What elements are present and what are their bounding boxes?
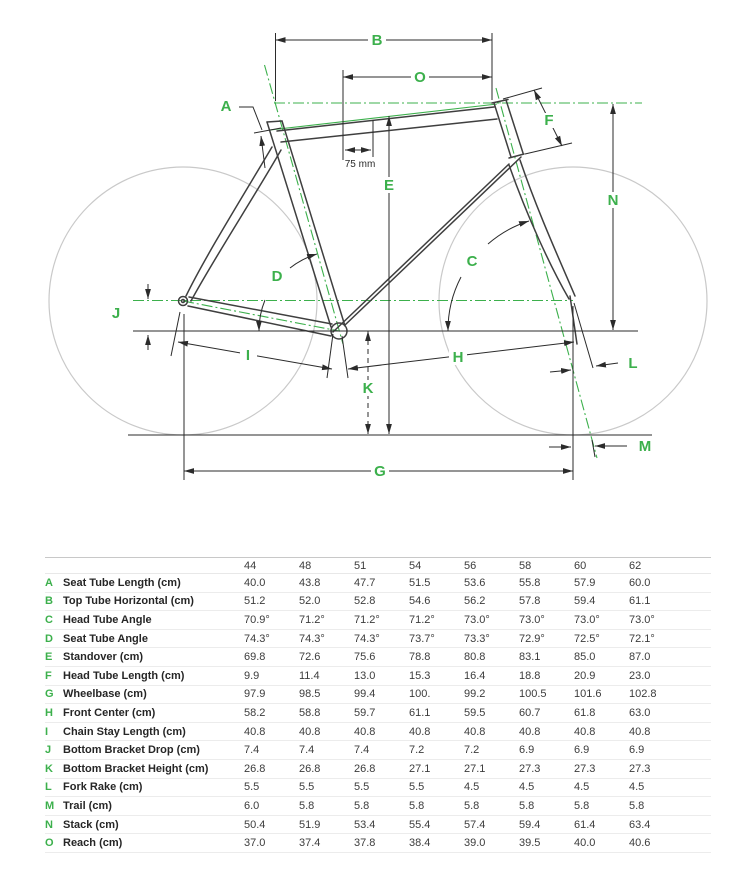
value-cell: 61.8 (574, 704, 629, 723)
value-cell: 59.4 (519, 815, 574, 834)
value-cell: 7.2 (409, 741, 464, 760)
label-A: A (220, 98, 232, 115)
value-cell: 71.2° (299, 611, 354, 630)
value-cell: 5.8 (354, 797, 409, 816)
label-K: K (362, 380, 374, 397)
value-cell: 40.8 (464, 722, 519, 741)
value-cell: 5.8 (629, 797, 711, 816)
label-L: L (628, 355, 638, 372)
value-cell: 80.8 (464, 648, 519, 667)
label-I: I (245, 347, 251, 364)
row-letter: K (45, 759, 63, 778)
label-M: M (638, 438, 652, 455)
row-label: Stack (cm) (63, 815, 244, 834)
value-cell: 72.1° (629, 629, 711, 648)
value-cell: 73.3° (464, 629, 519, 648)
corner-cell (45, 558, 244, 574)
table-row (45, 611, 711, 630)
value-cell: 11.4 (299, 666, 354, 685)
value-cell: 73.0° (464, 611, 519, 630)
value-cell: 5.8 (574, 797, 629, 816)
dim-D (259, 300, 265, 331)
value-cell: 7.2 (464, 741, 519, 760)
value-cell: 51.2 (244, 592, 299, 611)
value-cell: 51.5 (409, 574, 464, 593)
row-label: Trail (cm) (63, 797, 244, 816)
value-cell: 100.5 (519, 685, 574, 704)
value-cell: 40.6 (629, 834, 711, 853)
value-cell: 78.8 (409, 648, 464, 667)
value-cell: 59.5 (464, 704, 519, 723)
value-cell: 71.2° (409, 611, 464, 630)
row-letter: C (45, 611, 63, 630)
value-cell: 5.5 (244, 778, 299, 797)
construction-lines (133, 65, 642, 458)
value-cell: 99.2 (464, 685, 519, 704)
label-J: J (111, 305, 121, 322)
row-letter: I (45, 722, 63, 741)
value-cell: 5.5 (354, 778, 409, 797)
label-C: C (466, 253, 478, 270)
value-cell: 37.4 (299, 834, 354, 853)
row-label: Chain Stay Length (cm) (63, 722, 244, 741)
value-cell: 40.8 (354, 722, 409, 741)
value-cell: 4.5 (574, 778, 629, 797)
top-tube (277, 107, 494, 131)
label-D: D (271, 268, 283, 285)
value-cell: 56.2 (464, 592, 519, 611)
value-cell: 15.3 (409, 666, 464, 685)
row-letter: H (45, 704, 63, 723)
value-cell: 61.1 (409, 704, 464, 723)
value-cell: 9.9 (244, 666, 299, 685)
value-cell: 6.0 (244, 797, 299, 816)
value-cell: 63.0 (629, 704, 711, 723)
value-cell: 58.8 (299, 704, 354, 723)
value-cell: 87.0 (629, 648, 711, 667)
value-cell: 26.8 (354, 759, 409, 778)
value-cell: 27.3 (574, 759, 629, 778)
label-H: H (452, 349, 464, 366)
size-column-header: 60 (574, 558, 629, 574)
table-row (45, 834, 711, 853)
label-G: G (374, 463, 386, 480)
value-cell: 54.6 (409, 592, 464, 611)
value-cell: 37.8 (354, 834, 409, 853)
value-cell: 73.0° (519, 611, 574, 630)
label-F: F (544, 112, 554, 129)
row-letter: N (45, 815, 63, 834)
value-cell: 50.4 (244, 815, 299, 834)
value-cell: 6.9 (519, 741, 574, 760)
value-cell: 97.9 (244, 685, 299, 704)
value-cell: 7.4 (299, 741, 354, 760)
value-cell: 52.0 (299, 592, 354, 611)
down-tube (345, 157, 521, 325)
value-cell: 37.0 (244, 834, 299, 853)
row-label: Seat Tube Angle (63, 629, 244, 648)
value-cell: 53.4 (354, 815, 409, 834)
value-cell: 40.8 (244, 722, 299, 741)
geometry-table-body (45, 574, 711, 853)
value-cell: 83.1 (519, 648, 574, 667)
seat-tube (267, 122, 331, 327)
value-cell: 73.0° (574, 611, 629, 630)
value-cell: 70.9° (244, 611, 299, 630)
value-cell: 52.8 (354, 592, 409, 611)
row-letter: A (45, 574, 63, 593)
table-row (45, 592, 711, 611)
row-label: Bottom Bracket Height (cm) (63, 759, 244, 778)
value-cell: 85.0 (574, 648, 629, 667)
value-cell: 5.8 (409, 797, 464, 816)
row-label: Front Center (cm) (63, 704, 244, 723)
value-cell: 59.7 (354, 704, 409, 723)
row-label: Head Tube Angle (63, 611, 244, 630)
value-cell: 51.9 (299, 815, 354, 834)
row-label: Fork Rake (cm) (63, 778, 244, 797)
row-label: Head Tube Length (cm) (63, 666, 244, 685)
value-cell: 6.9 (629, 741, 711, 760)
value-cell: 72.9° (519, 629, 574, 648)
value-cell: 40.0 (574, 834, 629, 853)
value-cell: 53.6 (464, 574, 519, 593)
value-cell: 55.8 (519, 574, 574, 593)
value-cell: 27.1 (409, 759, 464, 778)
value-cell: 27.1 (464, 759, 519, 778)
value-cell: 74.3° (354, 629, 409, 648)
value-cell: 74.3° (244, 629, 299, 648)
value-cell: 40.8 (409, 722, 464, 741)
geometry-table (45, 557, 711, 853)
value-cell: 26.8 (244, 759, 299, 778)
value-cell: 6.9 (574, 741, 629, 760)
value-cell: 60.7 (519, 704, 574, 723)
row-label: Standover (cm) (63, 648, 244, 667)
row-label: Bottom Bracket Drop (cm) (63, 741, 244, 760)
value-cell: 73.0° (629, 611, 711, 630)
table-row (45, 648, 711, 667)
value-cell: 39.5 (519, 834, 574, 853)
value-cell: 40.8 (519, 722, 574, 741)
value-cell: 60.0 (629, 574, 711, 593)
value-cell: 99.4 (354, 685, 409, 704)
size-column-header: 54 (409, 558, 464, 574)
value-cell: 61.4 (574, 815, 629, 834)
row-letter: G (45, 685, 63, 704)
effective-top-tube-line (270, 104, 497, 130)
value-cell: 61.1 (629, 592, 711, 611)
value-cell: 57.8 (519, 592, 574, 611)
value-cell: 38.4 (409, 834, 464, 853)
table-row (45, 759, 711, 778)
size-column-header: 48 (299, 558, 354, 574)
value-cell: 73.7° (409, 629, 464, 648)
table-row (45, 778, 711, 797)
value-cell: 100. (409, 685, 464, 704)
label-B: B (371, 32, 383, 49)
size-column-header: 56 (464, 558, 519, 574)
dim-A-leader (239, 107, 262, 130)
geometry-table-grid (45, 557, 711, 853)
value-cell: 20.9 (574, 666, 629, 685)
value-cell: 40.8 (574, 722, 629, 741)
row-letter: O (45, 834, 63, 853)
steering-axis (496, 88, 597, 458)
row-letter: F (45, 666, 63, 685)
dim-C (448, 277, 461, 331)
value-cell: 57.4 (464, 815, 519, 834)
value-cell: 47.7 (354, 574, 409, 593)
value-cell: 43.8 (299, 574, 354, 593)
value-cell: 23.0 (629, 666, 711, 685)
row-letter: J (45, 741, 63, 760)
size-column-header: 58 (519, 558, 574, 574)
value-cell: 40.8 (629, 722, 711, 741)
row-letter: E (45, 648, 63, 667)
row-label: Top Tube Horizontal (cm) (63, 592, 244, 611)
value-cell: 72.5° (574, 629, 629, 648)
value-cell: 5.5 (299, 778, 354, 797)
row-letter: D (45, 629, 63, 648)
size-column-header: 62 (629, 558, 711, 574)
label-E: E (383, 177, 395, 194)
table-row (45, 685, 711, 704)
value-cell: 13.0 (354, 666, 409, 685)
row-label: Reach (cm) (63, 834, 244, 853)
row-label: Wheelbase (cm) (63, 685, 244, 704)
value-cell: 27.3 (519, 759, 574, 778)
value-cell: 27.3 (629, 759, 711, 778)
value-cell: 5.5 (409, 778, 464, 797)
value-cell: 4.5 (464, 778, 519, 797)
seat-stay (186, 147, 272, 296)
value-cell: 40.8 (299, 722, 354, 741)
value-cell: 58.2 (244, 704, 299, 723)
value-cell: 7.4 (354, 741, 409, 760)
value-cell: 71.2° (354, 611, 409, 630)
size-column-header: 44 (244, 558, 299, 574)
table-row (45, 815, 711, 834)
value-cell: 5.8 (519, 797, 574, 816)
size-header-row (45, 558, 711, 574)
size-column-header: 51 (354, 558, 409, 574)
value-cell: 98.5 (299, 685, 354, 704)
value-cell: 57.9 (574, 574, 629, 593)
row-letter: L (45, 778, 63, 797)
value-cell: 63.4 (629, 815, 711, 834)
value-cell: 18.8 (519, 666, 574, 685)
table-row (45, 797, 711, 816)
value-cell: 4.5 (519, 778, 574, 797)
value-cell: 72.6 (299, 648, 354, 667)
value-cell: 69.8 (244, 648, 299, 667)
table-row (45, 629, 711, 648)
value-cell: 101.6 (574, 685, 629, 704)
value-cell: 74.3° (299, 629, 354, 648)
dim-L (550, 370, 571, 372)
frame-outline (179, 100, 578, 345)
value-cell: 5.8 (464, 797, 519, 816)
row-letter: M (45, 797, 63, 816)
value-cell: 7.4 (244, 741, 299, 760)
value-cell: 39.0 (464, 834, 519, 853)
label-O: O (414, 69, 426, 86)
table-row (45, 741, 711, 760)
table-row (45, 722, 711, 741)
dimension-label-backgrounds (240, 32, 622, 479)
table-row (45, 574, 711, 593)
value-cell: 75.6 (354, 648, 409, 667)
value-cell: 102.8 (629, 685, 711, 704)
value-cell: 16.4 (464, 666, 519, 685)
row-label: Seat Tube Length (cm) (63, 574, 244, 593)
row-letter: B (45, 592, 63, 611)
value-cell: 40.0 (244, 574, 299, 593)
value-cell: 5.8 (299, 797, 354, 816)
value-cell: 26.8 (299, 759, 354, 778)
value-cell: 59.4 (574, 592, 629, 611)
label-N: N (607, 192, 619, 209)
value-cell: 55.4 (409, 815, 464, 834)
table-row (45, 704, 711, 723)
value-cell: 4.5 (629, 778, 711, 797)
label-75mm: 75 mm (344, 159, 376, 170)
dimension-labels (112, 32, 651, 480)
table-row (45, 666, 711, 685)
